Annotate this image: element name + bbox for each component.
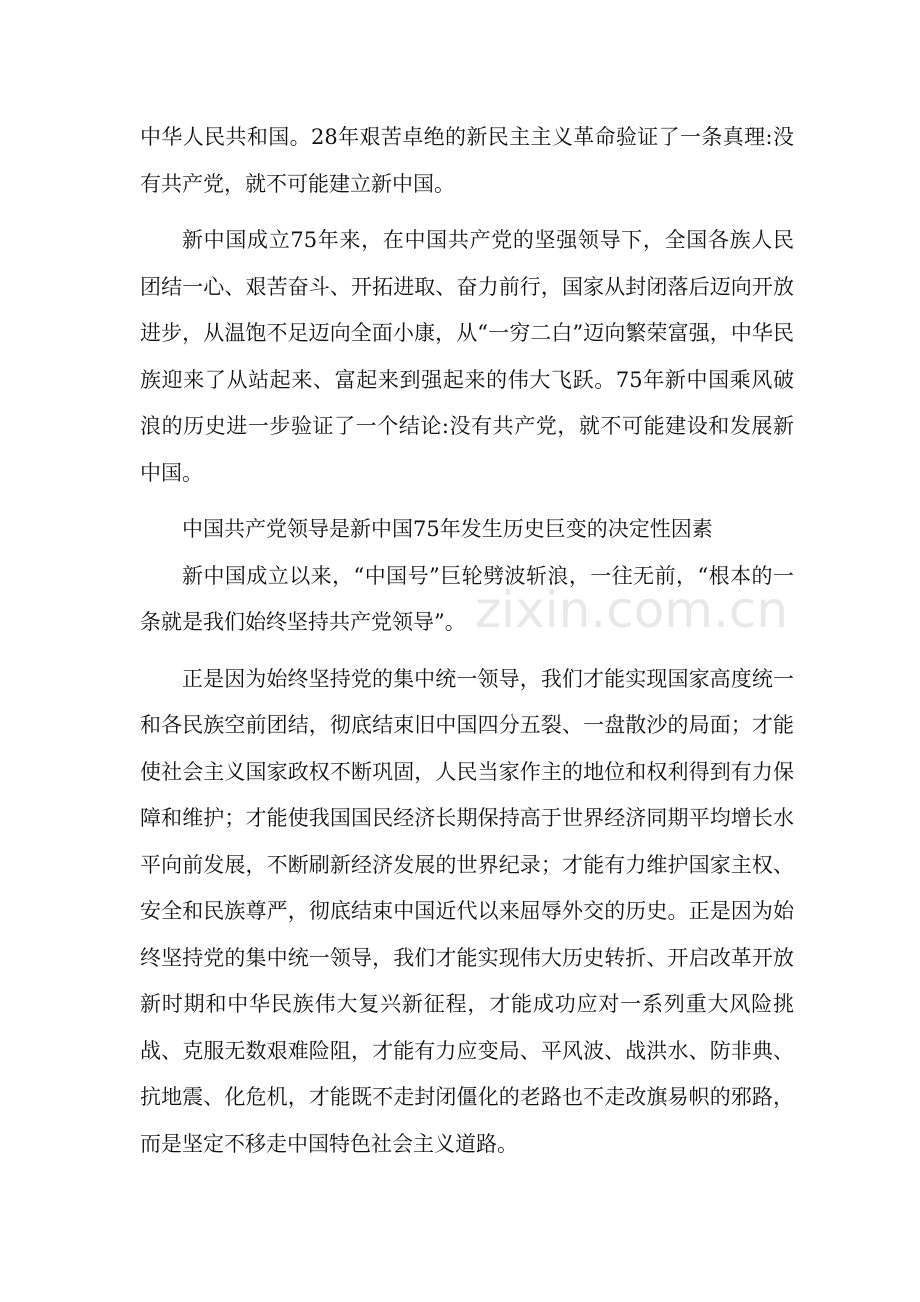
- section-heading: 中国共产党领导是新中国75年发生历史巨变的决定性因素: [182, 517, 713, 541]
- paragraph-1: 中华人民共和国。28年艰苦卓绝的新民主主义革命验证了一条真理:没有共产党，就不可能建立新中国。: [140, 125, 794, 196]
- document-body: [140, 114, 794, 1167]
- paragraph-2: 新中国成立75年来，在中国共产党的坚强领导下，全国各族人民团结一心、艰苦奋斗、开拓进取、奋力前行，国家从封闭落后迈向开放进步，从温饱不足迈向全面小康，从“一穷二白”迈向繁荣富强，中华民族迎来了从站起来、富起来到强起来的伟大飞跃。75年新中国乘风破浪的历史进一步验证了一个结论:没有共产党，就不可能建设和发展新中国。: [140, 228, 794, 485]
- watermark: zixin.com.cn: [475, 581, 789, 639]
- paragraph-4: 正是因为始终坚持党的集中统一领导，我们才能实现国家高度统一和各民族空前团结，彻底结束旧中国四分五裂、一盘散沙的局面；才能使社会主义国家政权不断巩固，人民当家作主的地位和权利得到有力保障和维护；才能使我国国民经济长期保持高于世界经济同期平均增长水平向前发展，不断刷新经济发展的世界纪录；才能有力维护国家主权、安全和民族尊严，彻底结束中国近代以来屈辱外交的历史。正是因为始终坚持党的集中统一领导，我们才能实现伟大历史转折、开启改革开放新时期和中华民族伟大复兴新征程，才能成功应对一系列重大风险挑战、克服无数艰难险阻，才能有力应变局、平风波、战洪水、防非典、抗地震、化危机，才能既不走封闭僵化的老路也不走改旗易帜的邪路，而是坚定不移走中国特色社会主义道路。: [140, 666, 794, 1156]
- paragraph-3: 新中国成立以来，“中国号”巨轮劈波斩浪，一往无前，“根本的一条就是我们始终坚持共产党领导”。: [140, 563, 794, 634]
